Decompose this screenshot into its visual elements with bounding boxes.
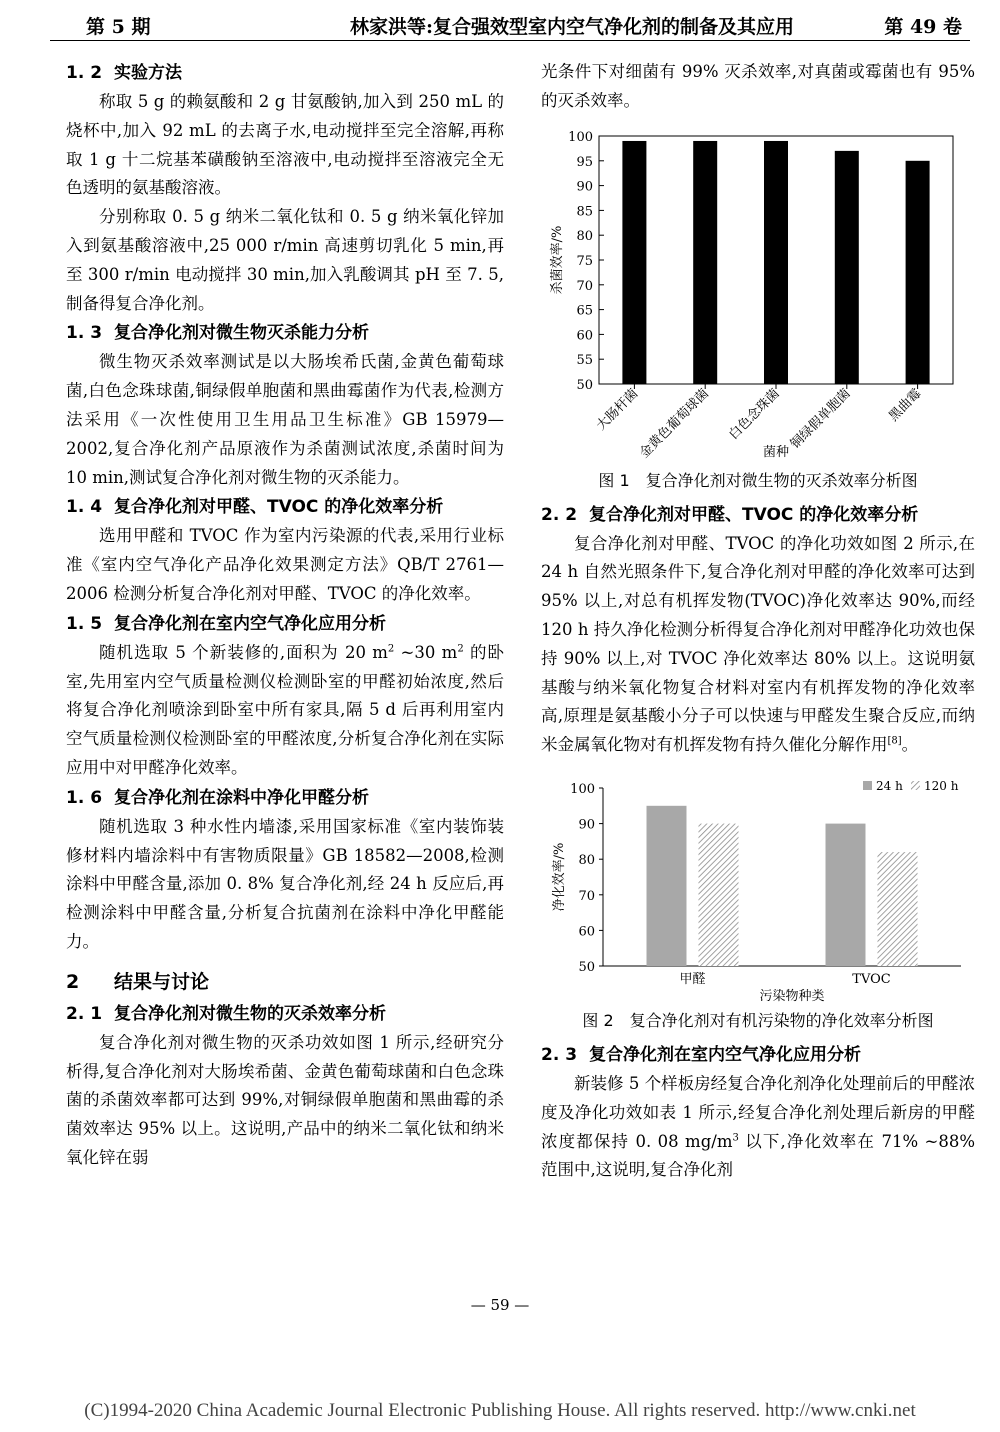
y-tick-label: 70 [578,888,595,904]
paragraph: 称取 5 g 的赖氨酸和 2 g 甘氨酸钠,加入到 250 mL 的烧杯中,加入 92 mL 的去离子水,电动搅拌至完全溶解,再称取 1 g 十二烷基苯磺酸钠至溶液中,电动搅拌至溶液完全无色透明的氨基酸溶液。 [66,92,504,198]
bar [699,824,739,966]
bar [835,150,859,383]
paragraph: 随机选取 5 个新装修的,面积为 20 $m^2$ ~30 $m^2$ 的卧室,先用室内空气质量检测仪检测卧室的甲醛初始浓度,然后将复合净化剂喷涂到卧室中所有家具,隔 5 d 后再利用室内空气质量检测仪检测卧室的甲醛浓度,分析复合净化剂在实际应用中对甲醛净化效率。 [66,642,504,777]
y-tick-label: 60 [578,924,595,940]
figure-1 [541,116,975,494]
y-tick-label: 70 [576,278,593,294]
y-tick-label: 100 [570,781,595,797]
x-axis-label: 污染物种类 [759,988,825,1004]
y-axis-label: 净化效率/% [552,842,567,912]
section-heading: 1. 3 复合净化剂对微生物灭杀能力分析 [66,323,369,344]
paragraph: 复合净化剂对微生物的灭杀功效如图 1 所示,经研究分析得,复合净化剂对大肠埃希菌、金黄色葡萄球菌和白色念珠菌的杀菌效率都可达到 99%,对铜绿假单胞菌和黑曲霉的杀菌效率达 95% 以上。这说明,产品中的纳米二氧化钛和纳米氧化锌在弱 [66,1032,504,1167]
figure-2 [541,774,975,1034]
section-heading: 2 结果与讨论 [66,970,210,993]
y-tick-label: 100 [568,129,593,145]
y-tick-label: 90 [578,817,595,833]
x-tick-label: 大肠杆菌 [593,385,642,434]
y-tick-label: 60 [576,327,593,343]
y-tick-label: 90 [576,179,593,195]
y-tick-label: 80 [576,228,593,244]
y-tick-label: 65 [576,303,593,319]
y-tick-label: 55 [576,352,593,368]
bar [826,824,866,966]
paragraph: 微生物灭杀效率测试是以大肠埃希氏菌,金黄色葡萄球菌,白色念珠球菌,铜绿假单胞菌和黑曲霉菌作为代表,检测方法采用《一次性使用卫生用品卫生标准》GB 15979—2002,复合净化剂产品原液作为杀菌测试浓度,杀菌时间为 10 min,测试复合净化剂对微生物的灭杀能力。 [66,352,504,487]
left-column [66,58,504,1173]
x-tick-label: 黑曲霉 [886,385,925,425]
running-header [50,10,970,41]
paragraph: 选用甲醛和 TVOC 作为室内污染源的代表,采用行业标准《室内空气净化产品净化效果测定方法》QB/T 2761—2006 检测分析复合净化剂对甲醛、TVOC 的净化效率。 [66,526,504,603]
x-tick-label: 金黄色葡萄球菌 [637,385,713,461]
paragraph: 新装修 5 个样板房经复合净化剂净化处理前后的甲醛浓度及净化功效如表 1 所示,经复合净化剂处理后新房的甲醛浓度都保持 0. 08 $mg/m^3$ 以下,净化效率在 71% ~88% 范围中,这说明,复合净化剂 [541,1073,976,1180]
section-heading: 1. 6 复合净化剂在涂料中净化甲醛分析 [66,787,369,808]
section-heading: 2. 2 复合净化剂对甲醛、TVOC 的净化效率分析 [541,504,919,525]
chart-pollutant-purification [541,774,975,1004]
copyright-notice: (C)1994-2020 China Academic Journal Electronic Publishing House. All rights reserved. http://www.cnki.net [84,1400,916,1421]
section-heading: 1. 4 复合净化剂对甲醛、TVOC 的净化效率分析 [66,497,444,518]
section-heading: 1. 5 复合净化剂在室内空气净化应用分析 [66,613,386,634]
section-heading: 2. 1 复合净化剂对微生物的灭杀效率分析 [66,1003,386,1024]
y-tick-label: 75 [576,253,593,269]
chart-microbe-kill-efficiency [541,116,975,464]
bar [764,141,788,384]
y-tick-label: 80 [578,853,595,869]
section-heading: 2. 3 复合净化剂在室内空气净化应用分析 [541,1044,861,1065]
y-axis-label: 杀菌效率/% [550,225,565,294]
paragraph: 分别称取 0. 5 g 纳米二氧化钛和 0. 5 g 纳米氧化锌加入到氨基酸溶液中,25 000 r/min 高速剪切乳化 5 min,再至 300 r/min 电动搅拌 30 min,加入乳酸调其 pH 至 7. 5,制备得复合净化剂。 [66,207,504,313]
bar [693,141,717,384]
legend-swatch [911,781,920,790]
x-tick-label: 铜绿假单胞菌 [787,385,854,452]
legend-swatch [863,781,872,790]
y-tick-label: 85 [576,203,593,219]
issue-number: 第 5 期 [86,16,151,38]
paragraph: 随机选取 3 种水性内墙漆,采用国家标准《室内装饰装修材料内墙涂料中有害物质限量》GB 18582—2008,检测涂料中甲醛含量,添加 0. 8% 复合净化剂,经 24 h 反应后,再检测涂料中甲醛含量,分析复合抗菌剂在涂料中净化甲醛能力。 [66,816,504,951]
x-tick-label: 白色念珠菌 [726,385,783,443]
x-tick-label: TVOC [852,971,891,987]
bar [647,806,687,966]
legend-label: 120 h [924,778,959,793]
figure-caption: 图 2 复合净化剂对有机污染物的净化效率分析图 [582,1010,934,1030]
page-number: — 59 — [470,1296,530,1314]
bar [906,160,930,383]
paragraph: 光条件下对细菌有 99% 灭杀效率,对真菌或霉菌也有 95% 的灭杀效率。 [541,62,975,110]
citation: [8] [887,735,902,747]
running-title: 林家洪等:复合强效型室内空气净化剂的制备及其应用 [350,16,795,38]
y-tick-label: 50 [576,377,593,393]
legend-label: 24 h [876,778,903,793]
volume-number: 第 49 卷 [884,16,962,38]
y-tick-label: 50 [578,959,595,975]
bar [622,141,646,384]
x-tick-label: 甲醛 [679,971,706,987]
paragraph: 复合净化剂对甲醛、TVOC 的净化功效如图 2 所示,在 24 h 自然光照条件下,复合净化剂对甲醛的净化效率可达到 95% 以上,对总有机挥发物(TVOC)净化效率达 90%,而经 120 h 持久净化检测分析得复合净化剂对甲醛净化功效也保持 90% 以上,对 TVOC 净化效率达 80% 以上。这说明氨基酸与纳米氧化物复合材料对室内有机挥发物的净化效率高,原理是氨基酸小分子可以快速与甲醛发生聚合反应,而纳米金属氧化物对有机挥发物有持久催化分解作用[8]。 [541,533,975,755]
right-column [541,58,975,1185]
y-tick-label: 95 [576,154,593,170]
figure-caption: 图 1 复合净化剂对微生物的灭杀效率分析图 [598,470,918,490]
section-heading: 1. 2 实验方法 [66,63,182,83]
bar [878,852,918,966]
x-axis-label: 菌种 [762,444,790,460]
